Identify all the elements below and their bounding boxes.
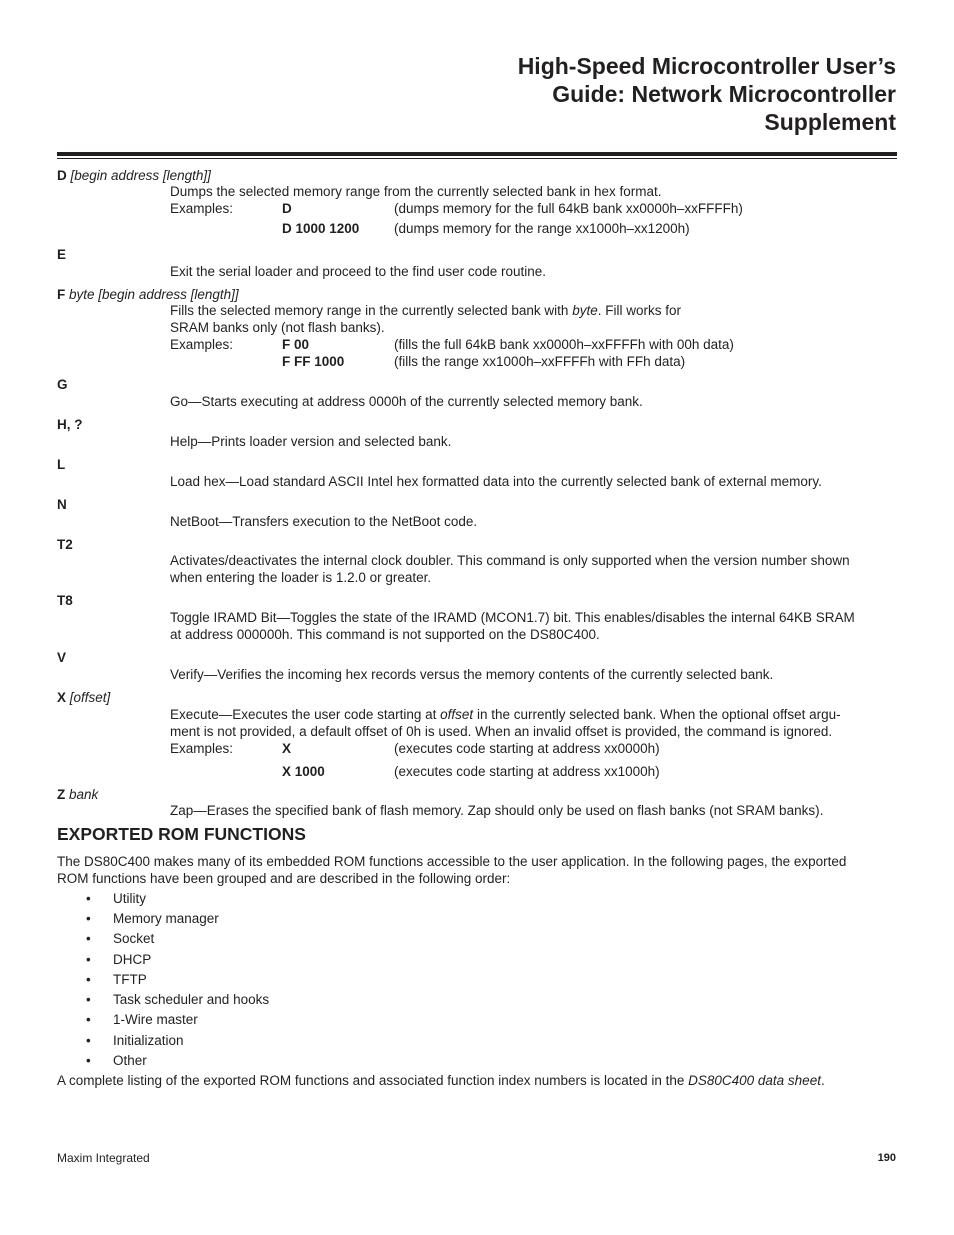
closing-text-b: .: [820, 1073, 825, 1088]
command-x-key: X: [57, 690, 67, 705]
bullet-marker: •: [86, 911, 91, 926]
command-t8-key: T8: [57, 593, 73, 608]
command-g-key: G: [57, 377, 68, 392]
bullet-marker: •: [86, 972, 91, 987]
header-rule-thick: [57, 152, 897, 156]
exported-closing-paragraph: [57, 1072, 825, 1089]
command-z-key: Z: [57, 787, 66, 802]
command-g-description: Go—Starts executing at address 0000h of the currently selected memory bank.: [170, 394, 643, 409]
command-x-description-line-2: ment is not provided, a default offset of 0h is used. When an invalid offset is provided, the command is ignored.: [170, 724, 833, 739]
command-f-desc-text-b: . Fill works for: [597, 303, 681, 318]
command-d-args: [begin address [length]]: [70, 168, 211, 183]
command-t2-description-line-1: Activates/deactivates the internal clock doubler. This command is only supported when the version number shown: [170, 553, 850, 568]
bullet-marker: •: [86, 1033, 91, 1048]
command-t2-description-line-2: when entering the loader is 1.2.0 or greater.: [170, 570, 432, 585]
command-d-key: D: [57, 168, 67, 183]
command-x-example-1-cmd: X: [282, 741, 292, 756]
list-item: TFTP: [113, 972, 147, 987]
command-n-key: N: [57, 497, 67, 512]
command-f-description-line-2: SRAM banks only (not flash banks).: [170, 320, 385, 335]
section-heading-exported-rom-functions: EXPORTED ROM FUNCTIONS: [57, 824, 306, 844]
command-t2-key: T2: [57, 537, 73, 552]
closing-text-a: A complete listing of the exported ROM functions and associated function index numbers is located in the: [57, 1073, 689, 1088]
bullet-marker: •: [86, 1053, 91, 1068]
bullet-marker: •: [86, 1012, 91, 1027]
command-d-example-1-cmd: D: [282, 201, 292, 216]
command-f-example-1-desc: (fills the full 64kB bank xx0000h–xxFFFFh with 00h data): [394, 337, 734, 352]
command-d-example-2-desc: (dumps memory for the range xx1000h–xx1200h): [394, 221, 690, 236]
command-z-heading: [57, 786, 98, 803]
command-f-description-line-1: [170, 302, 681, 319]
command-l-key: L: [57, 457, 66, 472]
list-item: Initialization: [113, 1033, 184, 1048]
command-f-example-2-desc: (fills the range xx1000h–xxFFFFh with FFh data): [394, 354, 686, 369]
command-x-examples-label: Examples:: [170, 741, 234, 756]
exported-intro-line-2: ROM functions have been grouped and are described in the following order:: [57, 871, 511, 886]
header-rule-thin: [57, 158, 897, 159]
command-d-example-2-cmd: D 1000 1200: [282, 221, 360, 236]
command-x-example-1-desc: (executes code starting at address xx0000h): [394, 741, 660, 756]
bullet-marker: •: [86, 891, 91, 906]
command-f-example-1-cmd: F 00: [282, 337, 310, 352]
command-x-desc-text-b: in the currently selected bank. When the optional offset argu-: [473, 707, 841, 722]
command-z-description: Zap—Erases the specified bank of flash memory. Zap should only be used on flash banks (not SRAM banks).: [170, 803, 824, 818]
command-e-key: E: [57, 247, 67, 262]
datasheet-reference: DS80C400 data sheet: [688, 1073, 821, 1088]
command-f-examples-label: Examples:: [170, 337, 234, 352]
command-h-key: H, ?: [57, 417, 83, 432]
command-v-description: Verify—Verifies the incoming hex records versus the memory contents of the currently selected bank.: [170, 667, 774, 682]
command-d-examples-label: Examples:: [170, 201, 234, 216]
page-title: [196, 52, 896, 136]
command-x-heading: [57, 689, 110, 706]
command-t8-description-line-2: at address 000000h. This command is not supported on the DS80C400.: [170, 627, 600, 642]
command-x-desc-emphasis: offset: [440, 707, 474, 722]
command-x-example-2-cmd: X 1000: [282, 764, 325, 779]
command-f-example-2-cmd: F FF 1000: [282, 354, 345, 369]
command-f-desc-text-a: Fills the selected memory range in the currently selected bank with: [170, 303, 573, 318]
footer-company: Maxim Integrated: [57, 1151, 150, 1165]
list-item: 1-Wire master: [113, 1012, 198, 1027]
page-title-line-3: Supplement: [764, 109, 896, 135]
list-item: Task scheduler and hooks: [113, 992, 270, 1007]
exported-intro-line-1: The DS80C400 makes many of its embedded ROM functions accessible to the user application. In the following pages, the exported: [57, 854, 847, 869]
command-l-description: Load hex—Load standard ASCII Intel hex formatted data into the currently selected bank of external memory.: [170, 474, 822, 489]
command-d-heading: [57, 167, 211, 184]
command-d-description: Dumps the selected memory range from the currently selected bank in hex format.: [170, 184, 662, 199]
command-f-heading: [57, 286, 239, 303]
command-h-description: Help—Prints loader version and selected bank.: [170, 434, 452, 449]
command-x-description-line-1: [170, 706, 841, 723]
list-item: Memory manager: [113, 911, 219, 926]
list-item: Utility: [113, 891, 146, 906]
command-t8-description-line-1: Toggle IRAMD Bit—Toggles the state of the IRAMD (MCON1.7) bit. This enables/disables the internal 64KB SRAM: [170, 610, 855, 625]
command-e-description: Exit the serial loader and proceed to the find user code routine.: [170, 264, 546, 279]
bullet-marker: •: [86, 931, 91, 946]
command-z-args: bank: [69, 787, 99, 802]
list-item: Socket: [113, 931, 155, 946]
bullet-marker: •: [86, 952, 91, 967]
command-d-example-1-desc: (dumps memory for the full 64kB bank xx0000h–xxFFFFh): [394, 201, 743, 216]
command-x-example-2-desc: (executes code starting at address xx1000h): [394, 764, 660, 779]
command-n-description: NetBoot—Transfers execution to the NetBoot code.: [170, 514, 478, 529]
command-f-args: byte [begin address [length]]: [69, 287, 239, 302]
command-v-key: V: [57, 650, 67, 665]
command-f-key: F: [57, 287, 66, 302]
footer-page-number: 190: [877, 1152, 896, 1164]
command-x-desc-text-a: Execute—Executes the user code starting at: [170, 707, 441, 722]
list-item: DHCP: [113, 952, 152, 967]
bullet-marker: •: [86, 992, 91, 1007]
page-title-line-1: High-Speed Microcontroller User’s: [517, 53, 896, 79]
command-x-args: [offset]: [69, 690, 111, 705]
page-title-line-2: Guide: Network Microcontroller: [552, 81, 896, 107]
command-f-desc-emphasis: byte: [572, 303, 598, 318]
list-item: Other: [113, 1053, 147, 1068]
